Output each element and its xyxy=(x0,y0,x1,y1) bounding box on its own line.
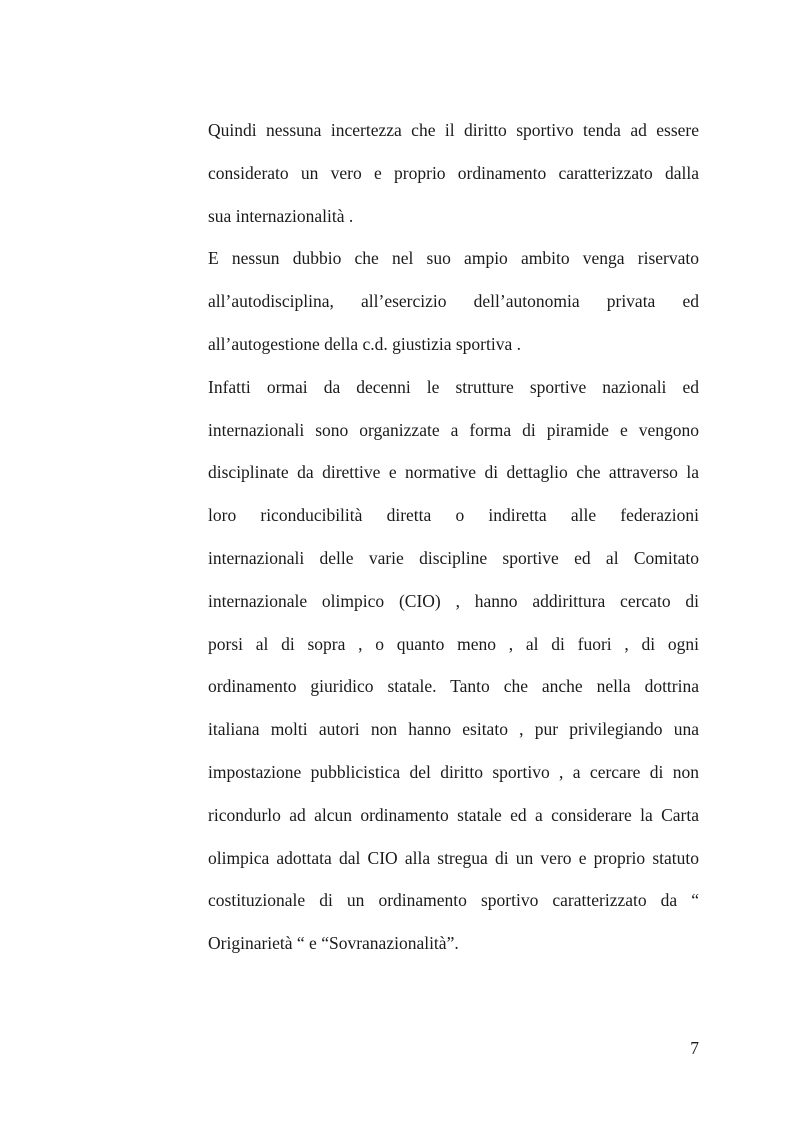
text-line: all’autogestione della c.d. giustizia sportiva . xyxy=(208,333,521,354)
text-line: internazionale olimpico (CIO) , hanno addirittura cercato di xyxy=(208,590,699,611)
text-line: disciplinate da direttive e normative di dettaglio che attraverso la xyxy=(208,462,699,483)
text-line: italiana molti autori non hanno esitato , pur privilegiando una xyxy=(208,719,699,740)
text-line: Infatti ormai da decenni le strutture sportive nazionali ed xyxy=(208,376,699,397)
text-line: all’autodisciplina, all’esercizio dell’autonomia privata ed xyxy=(208,291,699,312)
text-line: porsi al di sopra , o quanto meno , al di fuori , di ogni xyxy=(208,633,699,654)
text-line: loro riconducibilità diretta o indiretta alle federazioni xyxy=(208,505,699,526)
text-line: olimpica adottata dal CIO alla stregua di un vero e proprio statuto xyxy=(208,847,699,868)
text-line: internazionali delle varie discipline sportive ed al Comitato xyxy=(208,547,699,568)
text-line: Originarietà “ e “Sovranazionalità”. xyxy=(208,933,459,954)
text-line: sua internazionalità . xyxy=(208,205,354,226)
text-line: costituzionale di un ordinamento sportivo caratterizzato da “ xyxy=(208,890,699,911)
text-line: considerato un vero e proprio ordinamento caratterizzato dalla xyxy=(208,162,699,183)
text-line: ricondurlo ad alcun ordinamento statale ed a considerare la Carta xyxy=(208,804,699,825)
text-line: impostazione pubblicistica del diritto sportivo , a cercare di non xyxy=(208,761,699,782)
body-text xyxy=(208,109,699,965)
text-line: E nessun dubbio che nel suo ampio ambito venga riservato xyxy=(208,248,699,269)
text-line: Quindi nessuna incertezza che il diritto sportivo tenda ad essere xyxy=(208,120,699,140)
page-number: 7 xyxy=(690,1038,699,1058)
text-line: ordinamento giuridico statale. Tanto che anche nella dottrina xyxy=(208,676,699,697)
text-line: internazionali sono organizzate a forma di piramide e vengono xyxy=(208,419,699,440)
